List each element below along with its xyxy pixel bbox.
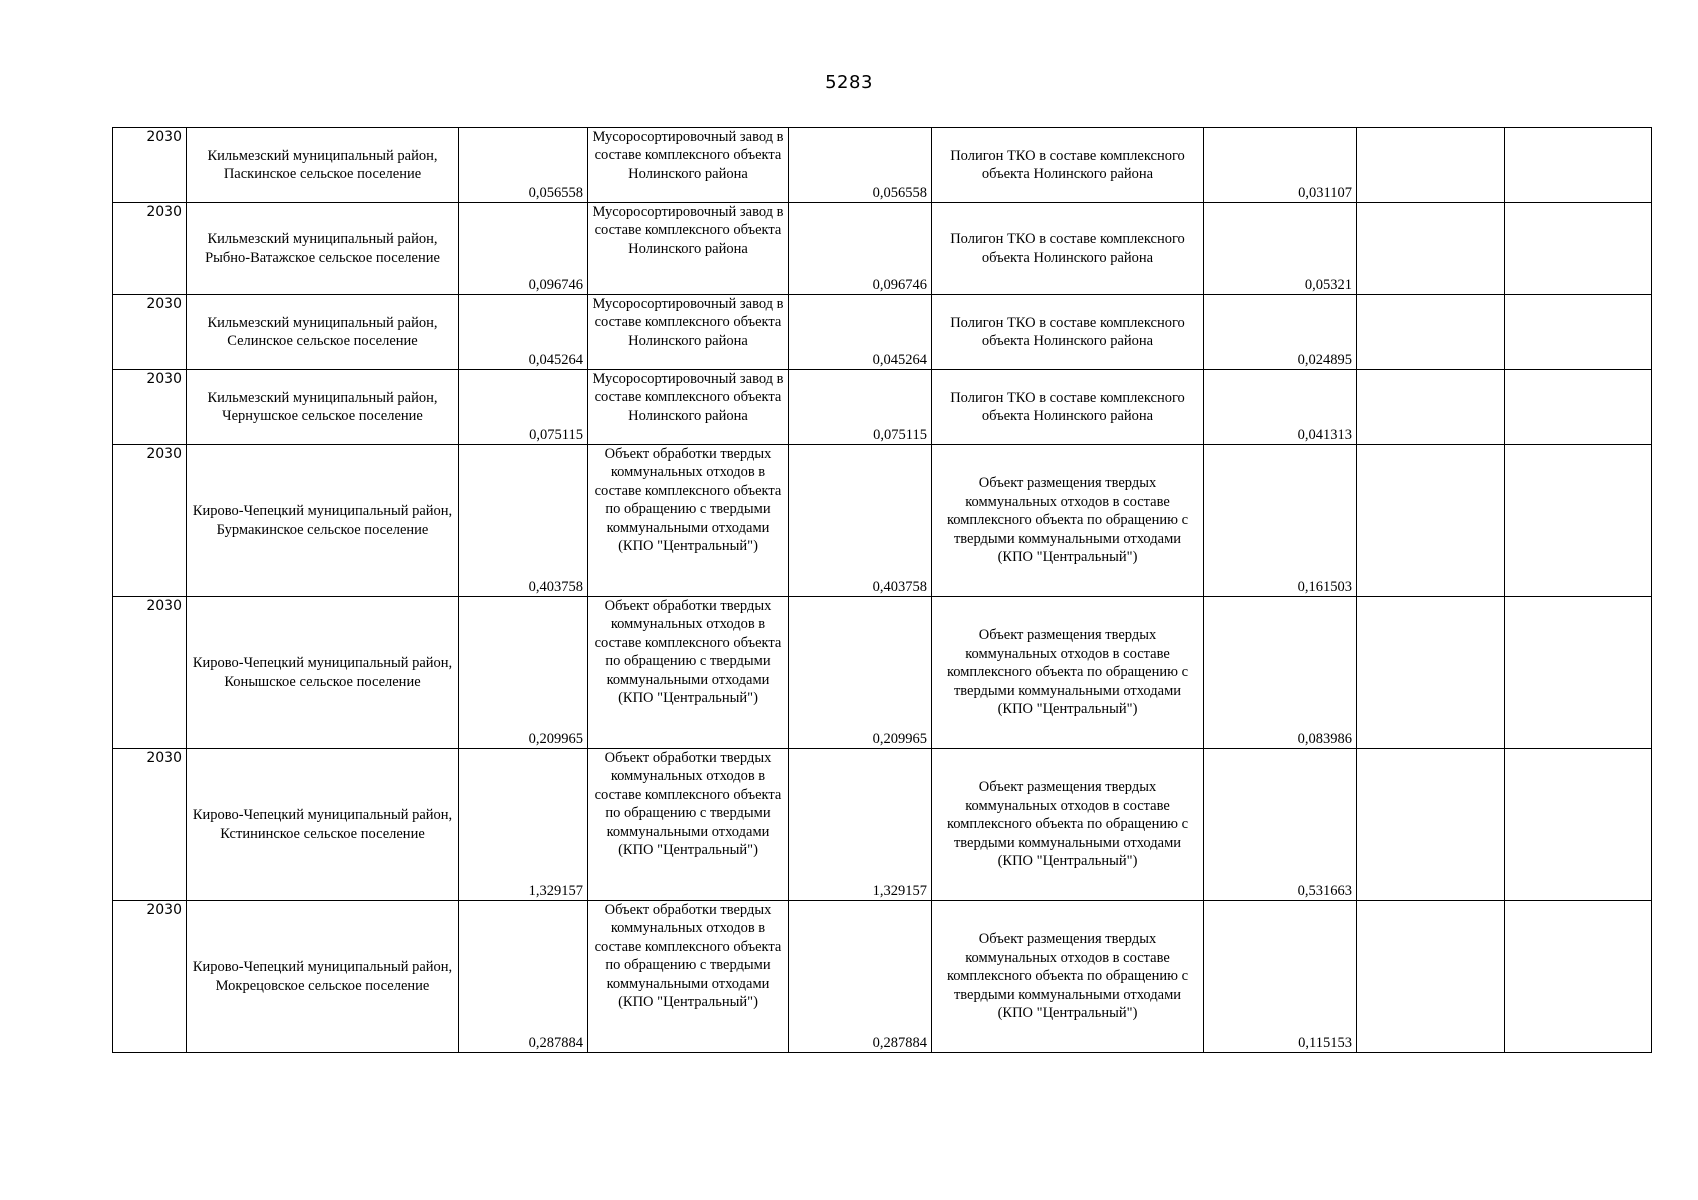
processing-volume-cell: 0,287884 [789,901,932,1053]
source-volume-cell: 1,329157 [459,749,588,901]
table-row [113,901,1652,1053]
processing-volume-cell: 0,056558 [789,128,932,203]
source-volume-cell: 0,045264 [459,295,588,370]
processing-facility-cell: Мусоросортировочный завод в составе комплексного объекта Нолинского района [588,203,789,295]
municipality-cell: Кильмезский муниципальный район, Паскинское сельское поселение [187,128,459,203]
empty-cell [1505,203,1652,295]
processing-volume-cell: 1,329157 [789,749,932,901]
empty-cell [1357,128,1505,203]
empty-cell [1357,749,1505,901]
source-volume-cell: 0,403758 [459,445,588,597]
disposal-facility-cell: Полигон ТКО в составе комплексного объекта Нолинского района [932,370,1204,445]
year-cell: 2030 [113,901,187,1053]
processing-facility-cell: Объект обработки твердых коммунальных отходов в составе комплексного объекта по обращению с твердыми коммунальными отходами (КПО "Центральный") [588,597,789,749]
municipality-cell: Кирово-Чепецкий муниципальный район, Кстининское сельское поселение [187,749,459,901]
disposal-facility-cell: Полигон ТКО в составе комплексного объекта Нолинского района [932,128,1204,203]
disposal-volume-cell: 0,031107 [1204,128,1357,203]
empty-cell [1357,370,1505,445]
processing-facility-cell: Объект обработки твердых коммунальных отходов в составе комплексного объекта по обращению с твердыми коммунальными отходами (КПО "Центральный") [588,749,789,901]
municipality-cell: Кирово-Чепецкий муниципальный район, Конышское сельское поселение [187,597,459,749]
source-volume-cell: 0,096746 [459,203,588,295]
waste-flow-table [112,127,1652,1053]
year-cell: 2030 [113,445,187,597]
disposal-facility-cell: Объект размещения твердых коммунальных отходов в составе комплексного объекта по обращению с твердыми коммунальными отходами (КПО "Центральный") [932,749,1204,901]
municipality-cell: Кильмезский муниципальный район, Чернушское сельское поселение [187,370,459,445]
empty-cell [1505,901,1652,1053]
page-number: 5283 [825,72,873,93]
disposal-volume-cell: 0,531663 [1204,749,1357,901]
disposal-facility-cell: Объект размещения твердых коммунальных отходов в составе комплексного объекта по обращению с твердыми коммунальными отходами (КПО "Центральный") [932,901,1204,1053]
processing-volume-cell: 0,075115 [789,370,932,445]
municipality-cell: Кильмезский муниципальный район, Селинское сельское поселение [187,295,459,370]
empty-cell [1357,295,1505,370]
empty-cell [1505,597,1652,749]
year-cell: 2030 [113,370,187,445]
empty-cell [1357,445,1505,597]
disposal-volume-cell: 0,083986 [1204,597,1357,749]
municipality-cell: Кирово-Чепецкий муниципальный район, Бурмакинское сельское поселение [187,445,459,597]
processing-facility-cell: Объект обработки твердых коммунальных отходов в составе комплексного объекта по обращению с твердыми коммунальными отходами (КПО "Центральный") [588,445,789,597]
processing-volume-cell: 0,045264 [789,295,932,370]
empty-cell [1357,597,1505,749]
table-row [113,370,1652,445]
empty-cell [1505,445,1652,597]
source-volume-cell: 0,056558 [459,128,588,203]
year-cell: 2030 [113,128,187,203]
source-volume-cell: 0,209965 [459,597,588,749]
table-row [113,128,1652,203]
year-cell: 2030 [113,749,187,901]
empty-cell [1505,295,1652,370]
empty-cell [1357,203,1505,295]
table-body [113,128,1652,1053]
disposal-volume-cell: 0,161503 [1204,445,1357,597]
year-cell: 2030 [113,597,187,749]
disposal-facility-cell: Полигон ТКО в составе комплексного объекта Нолинского района [932,203,1204,295]
processing-facility-cell: Мусоросортировочный завод в составе комплексного объекта Нолинского района [588,370,789,445]
source-volume-cell: 0,075115 [459,370,588,445]
empty-cell [1357,901,1505,1053]
municipality-cell: Кирово-Чепецкий муниципальный район, Мокрецовское сельское поселение [187,901,459,1053]
table-row [113,295,1652,370]
disposal-facility-cell: Объект размещения твердых коммунальных отходов в составе комплексного объекта по обращению с твердыми коммунальными отходами (КПО "Центральный") [932,597,1204,749]
year-cell: 2030 [113,203,187,295]
processing-facility-cell: Мусоросортировочный завод в составе комплексного объекта Нолинского района [588,295,789,370]
empty-cell [1505,370,1652,445]
year-cell: 2030 [113,295,187,370]
empty-cell [1505,128,1652,203]
processing-volume-cell: 0,403758 [789,445,932,597]
processing-facility-cell: Объект обработки твердых коммунальных отходов в составе комплексного объекта по обращению с твердыми коммунальными отходами (КПО "Центральный") [588,901,789,1053]
table-row [113,597,1652,749]
source-volume-cell: 0,287884 [459,901,588,1053]
empty-cell [1505,749,1652,901]
processing-volume-cell: 0,096746 [789,203,932,295]
disposal-volume-cell: 0,041313 [1204,370,1357,445]
disposal-volume-cell: 0,05321 [1204,203,1357,295]
disposal-facility-cell: Полигон ТКО в составе комплексного объекта Нолинского района [932,295,1204,370]
processing-volume-cell: 0,209965 [789,597,932,749]
table-row [113,203,1652,295]
disposal-facility-cell: Объект размещения твердых коммунальных отходов в составе комплексного объекта по обращению с твердыми коммунальными отходами (КПО "Центральный") [932,445,1204,597]
table-row [113,445,1652,597]
municipality-cell: Кильмезский муниципальный район, Рыбно-Ватажское сельское поселение [187,203,459,295]
processing-facility-cell: Мусоросортировочный завод в составе комплексного объекта Нолинского района [588,128,789,203]
disposal-volume-cell: 0,024895 [1204,295,1357,370]
table-row [113,749,1652,901]
disposal-volume-cell: 0,115153 [1204,901,1357,1053]
